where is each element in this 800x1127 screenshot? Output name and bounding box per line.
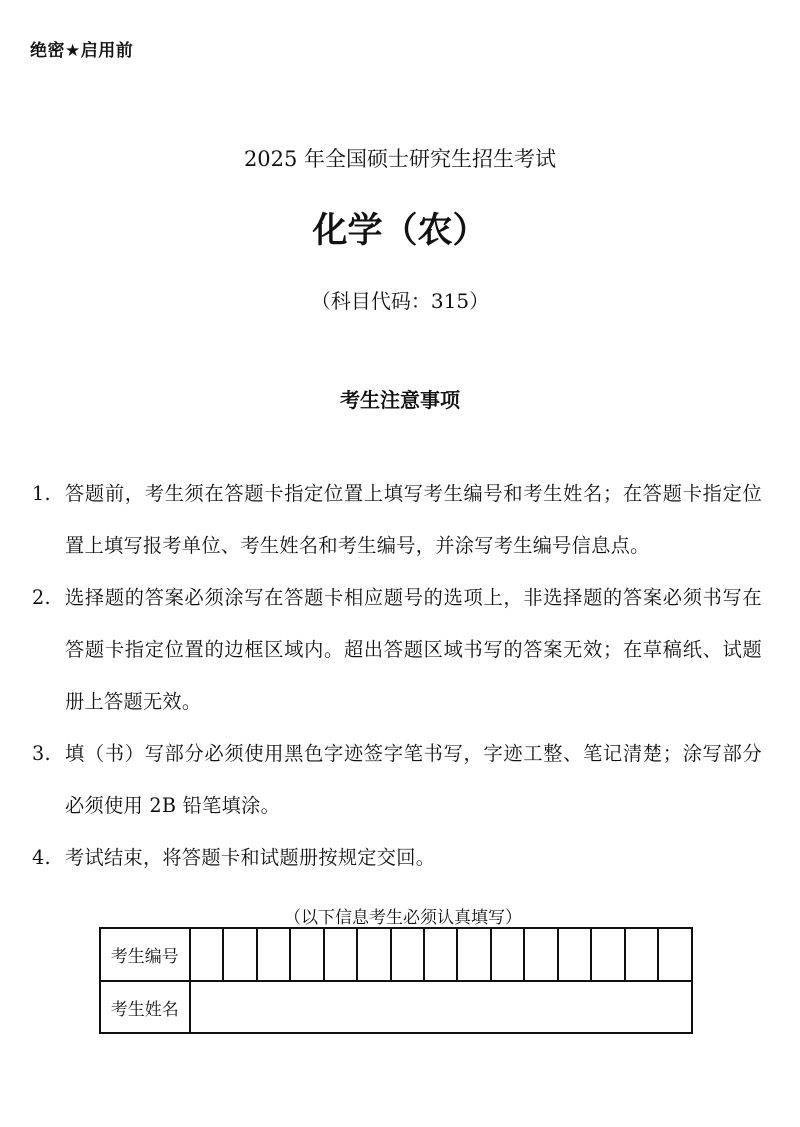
notice-list xyxy=(32,468,762,884)
notice-item-number: 3. xyxy=(32,742,51,765)
exam-number-label: 考生编号 xyxy=(100,928,190,981)
info-form-hint: （以下信息考生必须认真填写） xyxy=(284,908,522,928)
notice-item xyxy=(32,832,762,884)
notice-item xyxy=(32,572,762,728)
notice-item-text: 考试结束，将答题卡和试题册按规定交回。 xyxy=(65,846,436,869)
subject-title: 化学（农） xyxy=(312,211,488,251)
name-label: 考生姓名 xyxy=(100,981,190,1033)
notice-item-text: 选择题的答案必须涂写在答题卡相应题号的选项上，非选择题的答案必须书写在答题卡指定位置的边框区域内。超出答题区域书写的答案无效；在草稿纸、试题册上答题无效。 xyxy=(65,586,762,713)
exam-number-digit-box[interactable] xyxy=(190,928,223,981)
exam-number-digit-box[interactable] xyxy=(658,928,692,981)
notice-item xyxy=(32,728,762,832)
notice-item-number: 1. xyxy=(32,482,51,505)
exam-number-digit-box[interactable] xyxy=(491,928,524,981)
notice-title: 考生注意事项 xyxy=(340,388,460,412)
exam-number-digit-box[interactable] xyxy=(223,928,256,981)
exam-number-digit-box[interactable] xyxy=(457,928,490,981)
exam-number-digit-box[interactable] xyxy=(524,928,557,981)
notice-item-text: 答题前，考生须在答题卡指定位置上填写考生编号和考生姓名；在答题卡指定位置上填写报考单位、考生姓名和考生编号，并涂写考生编号信息点。 xyxy=(65,482,762,557)
notice-item-text: 填（书）写部分必须使用黑色字迹签字笔书写，字迹工整、笔记清楚；涂写部分必须使用 2B 铅笔填涂。 xyxy=(65,742,762,817)
subject-code: （科目代码：315） xyxy=(310,289,490,313)
exam-number-digit-box[interactable] xyxy=(257,928,290,981)
notice-item-number: 4. xyxy=(32,846,51,869)
name-field[interactable] xyxy=(190,981,692,1033)
exam-number-digit-box[interactable] xyxy=(424,928,457,981)
exam-number-digit-box[interactable] xyxy=(324,928,357,981)
exam-number-digit-box[interactable] xyxy=(591,928,624,981)
candidate-info-table xyxy=(99,927,693,1034)
exam-number-digit-box[interactable] xyxy=(391,928,424,981)
exam-number-row xyxy=(100,928,692,981)
confidential-mark: 绝密★启用前 xyxy=(30,41,134,61)
exam-number-digit-box[interactable] xyxy=(625,928,658,981)
notice-item xyxy=(32,468,762,572)
exam-number-digit-box[interactable] xyxy=(357,928,390,981)
exam-number-digit-box[interactable] xyxy=(290,928,323,981)
notice-item-number: 2. xyxy=(32,586,51,609)
exam-number-digit-box[interactable] xyxy=(558,928,591,981)
name-row xyxy=(100,981,692,1033)
exam-name: 2025 年全国硕士研究生招生考试 xyxy=(243,147,557,171)
